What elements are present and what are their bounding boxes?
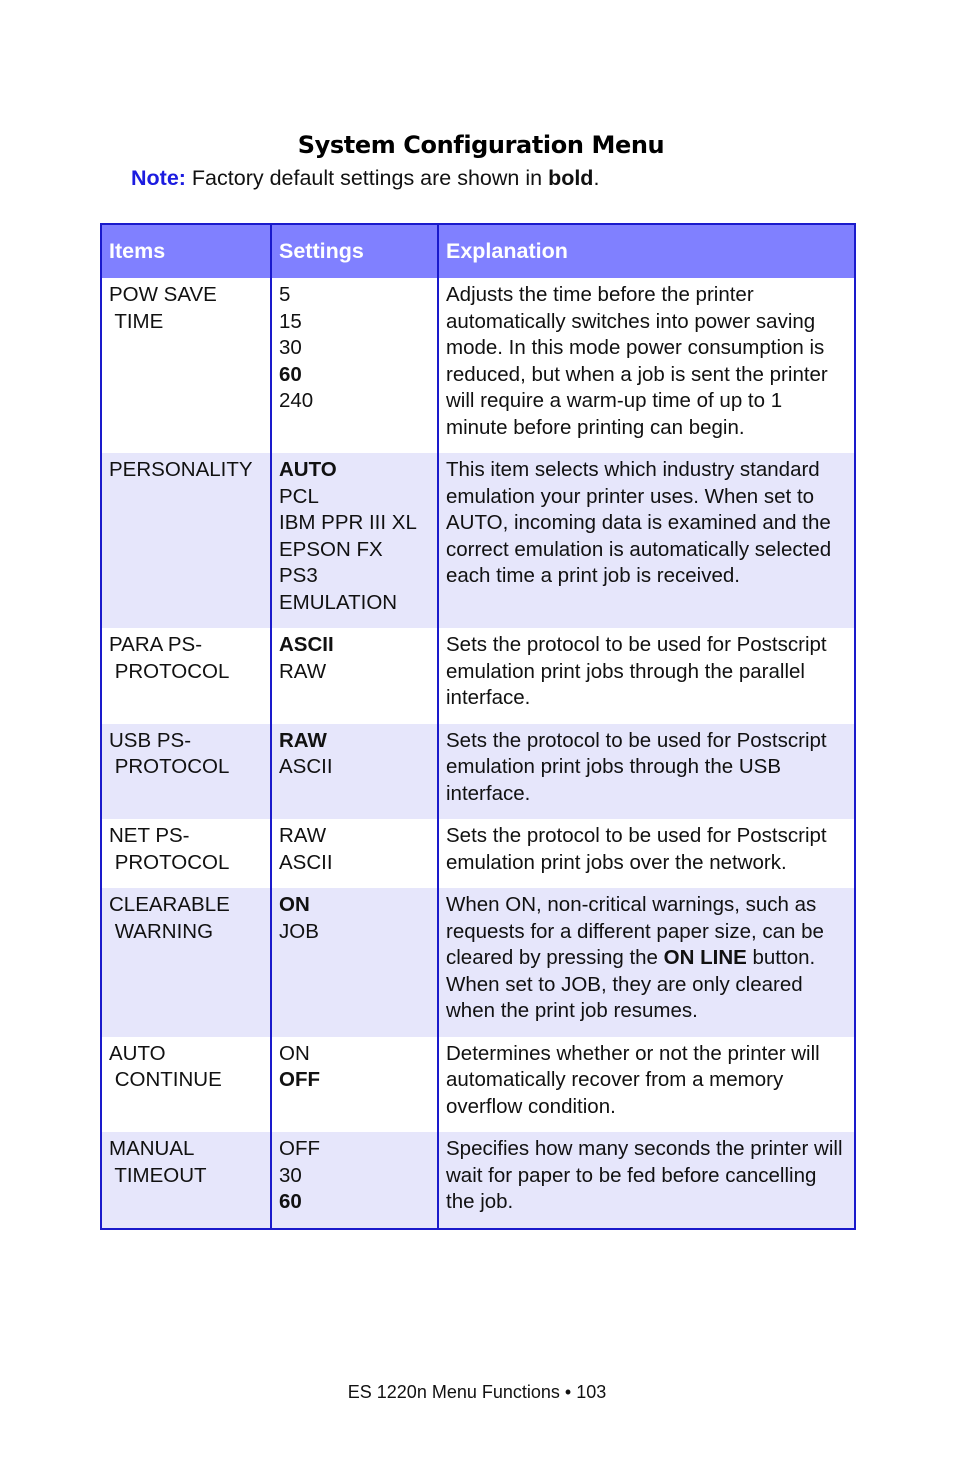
setting-value: ON (279, 1041, 310, 1065)
settings-cell (271, 453, 438, 628)
item-cell (101, 1037, 271, 1133)
explanation-cell (438, 1132, 855, 1229)
settings-cell (271, 724, 438, 820)
page-footer: ES 1220n Menu Functions • 103 (347, 1382, 607, 1402)
settings-cell (271, 819, 438, 888)
explanation-text: Adjusts the time before the printer automatically switches into power saving mode. In this mode power consumption is reduced, but when a job is sent the printer will require a warm-up time of up to 1 minute before printing can begin. (446, 283, 828, 439)
table-row (101, 819, 855, 888)
setting-value: 30 (279, 336, 302, 359)
table-row (101, 628, 855, 724)
explanation-bold-text: ON LINE (663, 946, 747, 969)
settings-cell (271, 1037, 438, 1133)
table-row (101, 724, 855, 820)
item-cell (101, 819, 271, 888)
setting-value: 240 (279, 389, 314, 412)
default-setting-value: OFF (279, 1068, 320, 1091)
note-period: . (593, 166, 600, 190)
setting-value: ASCII (279, 850, 333, 874)
explanation-text: When ON, non-critical warnings, such as requests for a different paper size, can be cleared by pressing the (446, 893, 824, 969)
explanation-cell (438, 819, 855, 888)
explanation-text: Determines whether or not the printer will automatically recover from a memory overflow condition. (446, 1041, 820, 1118)
default-setting-value: AUTO (279, 458, 337, 481)
explanation-text: Sets the protocol to be used for Postscript emulation print jobs through the USB interface. (446, 728, 827, 805)
table-row (101, 453, 855, 628)
table-row (101, 278, 855, 453)
setting-value: IBM PPR III XL (279, 511, 417, 534)
default-setting-value: 60 (279, 362, 302, 386)
note-label: Note: (131, 166, 186, 190)
setting-value: PCL (279, 484, 319, 508)
table-row (101, 1037, 855, 1133)
system-configuration-table (100, 223, 856, 1230)
note-line (131, 166, 599, 191)
setting-value: PS3 (279, 564, 318, 587)
explanation-cell (438, 1037, 855, 1133)
default-setting-value: 60 (279, 1190, 302, 1213)
column-header-explanation: Explanation (438, 224, 855, 278)
setting-value: OFF (279, 1137, 320, 1160)
item-name: PARA PS- PROTOCOL (109, 633, 230, 683)
explanation-cell (438, 628, 855, 724)
item-name: NET PS- PROTOCOL (109, 824, 230, 874)
settings-cell (271, 278, 438, 453)
explanation-text: Sets the protocol to be used for Postscript emulation print jobs over the network. (446, 824, 827, 874)
setting-value: 15 (279, 309, 302, 333)
item-cell (101, 724, 271, 820)
setting-value: EPSON FX (279, 537, 383, 561)
column-header-settings: Settings (271, 224, 438, 278)
item-cell (101, 453, 271, 628)
item-cell (101, 628, 271, 724)
item-name: MANUAL TIMEOUT (109, 1137, 207, 1187)
item-name: CLEARABLE WARNING (109, 893, 230, 943)
explanation-text: button. When set to JOB, they are only cleared when the print job resumes. (446, 946, 816, 1022)
settings-cell (271, 888, 438, 1037)
setting-value: RAW (279, 824, 327, 847)
table-header-row (101, 224, 855, 278)
explanation-cell (438, 724, 855, 820)
default-setting-value: ASCII (279, 633, 334, 656)
explanation-cell (438, 888, 855, 1037)
item-name: POW SAVE TIME (109, 283, 217, 333)
setting-value: 30 (279, 1163, 302, 1187)
explanation-cell (438, 453, 855, 628)
item-name: USB PS- PROTOCOL (109, 728, 230, 778)
table-row (101, 888, 855, 1037)
item-name: AUTO CONTINUE (109, 1041, 222, 1091)
default-setting-value: RAW (279, 728, 327, 752)
item-name: PERSONALITY (109, 458, 253, 481)
item-cell (101, 1132, 271, 1229)
setting-value: ASCII (279, 755, 333, 778)
explanation-text: Sets the protocol to be used for Postscript emulation print jobs through the parallel interface. (446, 633, 827, 709)
note-text: Factory default settings are shown in (191, 166, 543, 190)
default-setting-value: ON (279, 893, 310, 916)
item-cell (101, 278, 271, 453)
table-row (101, 1132, 855, 1229)
explanation-text: Specifies how many seconds the printer will wait for paper to be fed before cancelling the job. (446, 1137, 843, 1213)
setting-value: 5 (279, 283, 291, 306)
setting-value: RAW (279, 659, 327, 683)
settings-cell (271, 1132, 438, 1229)
setting-value: EMULATION (279, 590, 398, 614)
item-cell (101, 888, 271, 1037)
setting-value: JOB (279, 919, 319, 943)
explanation-text: This item selects which industry standard emulation your printer uses. When set to AUTO, incoming data is examined and the correct emulation is automatically selected each time a print job is received. (446, 458, 832, 587)
note-bold-word: bold (548, 166, 594, 190)
column-header-items: Items (101, 224, 271, 278)
page-title: System Configuration Menu (297, 131, 665, 159)
table-body (101, 278, 855, 1229)
settings-cell (271, 628, 438, 724)
explanation-cell (438, 278, 855, 453)
